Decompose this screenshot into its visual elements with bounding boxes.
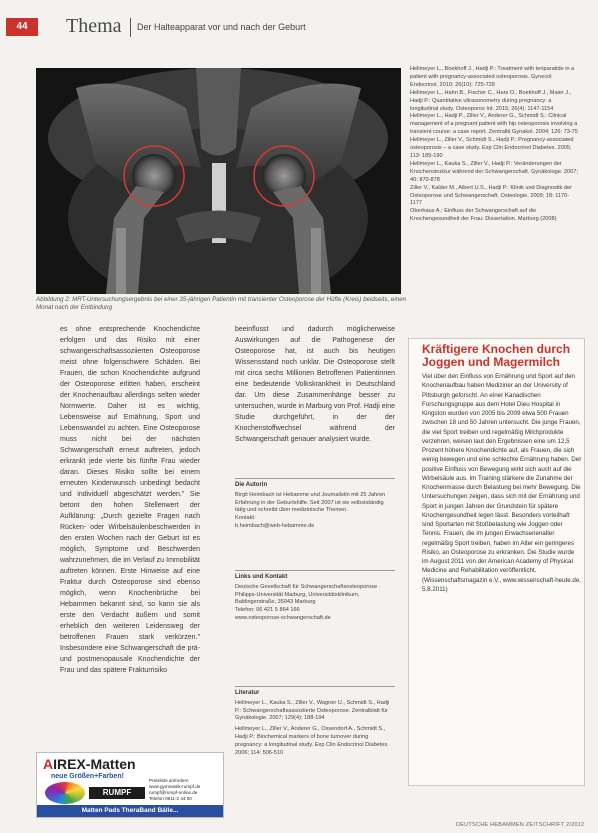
reference-list [410,66,578,224]
literature-heading: Literatur [235,690,260,696]
author-contact-label: Kontakt: [235,515,256,522]
page-number: 44 [6,18,38,36]
literature-item: Hellmeyer L., Ziller V., Anderer G., Ossendorf A., Schmidt S., Hadji P.: Biochemical markers of bone turnover during pregnancy: a longitudinal study. Exp Clin Endocrinol Diabetes. 2006; 114: 506-510 [235,726,389,756]
ad-mat-graphic [45,782,85,804]
ad-contact-lines [149,778,221,802]
author-divider [235,478,395,479]
header-divider [130,18,131,37]
contact-web[interactable]: www.osteoporose-schwangerschaft.de [235,614,331,621]
contact-heading: Links und Kontakt [235,574,288,580]
author-heading: Die Autorin [235,482,268,488]
contact-divider [235,570,395,571]
author-text: Birgit Heimbach ist Hebamme und Journalistin mit 25 Jahren Erfahrung in der Geburtshilfe. Seit 2007 ist sie selbstständig tätig und schreibt über medizinische Themen. [235,491,386,514]
contact-tel: Telefon: 06 421 5 864 166 [235,607,300,614]
reference-item: Hellmeyer L., Hahn B., Fischer C., Hars O., Boekhoff J., Maier J., Hadji P.: Quantitative ultrasonometry during pregnancy: a longitudinal study. Osteoporos Int. 2015; 26(4): 1147-1154 [410,89,572,112]
ad-brand-rest: IREX-Matten [53,756,136,772]
reference-item: Hellmeyer L., Boekhoff J., Hadji P.: Treatment with teriparatide in a patient with pregnancy-associated osteoporosis. Gynecol Endocrinol. 2010; 26(10): 725-728 [410,66,575,88]
ad-brand-initial: A [43,756,54,772]
body-paragraph: es ohne entsprechende Knochendichte erfolgen und das Risiko mit einer schwangerschaftsassoziierten Osteoporose meist ohne folgenschwere Schäden. Bei Frauen, die schon Knochendichte aufgrund der Osteoporose erlitten haben, erscheint der Knochenaufbau allerdings selten wieder Normwerte. Daher ist es wichtig, Lebensweise auf Ernährung, Sport und Lebenswandel zu achten. Eine Osteoporose muss nicht bei der nächsten Schwangerschaft erneut auftreten, jedoch erkrankt jede vierte bis fünfte Frau wieder daran. Dieses Risiko sollte bei einem erneuten Kinderwunsch unbedingt bedacht und individuell abgeschätzt werden." Sie betont den hohen Stellenwert der Aufklärung: „Durch gezielte Fragen nach Rücken- oder Wirbelsäulenbeschwerden in den ersten Wochen nach der Geburt ist es möglich, Symptome und Beschwerden wahrzunehmen, die im Verlauf zu Immobilität auftreten können. Erste Hinweise auf eine Fraktur durch Osteoporose sind ebenso möglich, wenn Knochenbrüche bei Hebammen bekannt sind, so kann sie als erste den Verdacht äußern und somit erheblich den weiteren Leidensweg der betroffenen Frauen stark verkürzen." Insbesondere eine Schwangerschaft die prä- und postmenopausale Knochendichte der Frau und das spätere Frakturrisiko [60,326,200,674]
body-paragraph: beeinflusst und dadurch möglicherweise Auswirkungen auf die Pathogenese der Osteoporose hat, ist auch bis heutigen Wissensstand noch unklar. Die Osteoporose stellt mit circa sechs Millionen Betroffenen Patientinnen eine bedeutende Volkskrankheit in Deutschland dar. Um diese Zusammenhänge besser zu untersuchen, wurde in Marburg von Prof. Hadji eine Studie durchgeführt, in der der Knochenstoffwechsel während der Schwangerschaft genauer analysiert wurde. [235,326,395,443]
author-email[interactable]: b.heimbach@web-hebamme.de [235,522,315,529]
footer-text: DEUTSCHE HEBAMMEN ZEITSCHRIFT 2/2012 [456,822,585,828]
reference-item: Hellmeyer L., Hadji P., Ziller V., Anderer G., Schmidt S.: Clinical management of a pregnant patient with hip osteoporosis involving a transient course: a case report. Zentralbl Gynakol. 2004; 126: 73-75 [410,113,578,136]
literature-item: Hellmeyer L., Kauka S., Ziller V., Wagner U., Schmidt S., Hadji P.: Schwangerschaftsassoziierte Osteoporose. Zentralblatt für Gynäkologie. 2007; 129(4): 188-194 [235,699,390,722]
body-column-2 [235,324,395,445]
mri-illustration [36,68,401,294]
ad-brand [43,756,136,772]
contact-text: Deutsche Gesellschaft für Schwangerschaftsosteoporose · Philipps-Universität Marburg, Universitätsklinikum, Baldingerstraße, 35043 Marburg [235,583,381,606]
reference-item: Ziller V., Kalder M., Albert U.S., Hadji P.: Klinik und Diagnostik der Osteoporose und Schwangerschaft. Osteologie. 2009; 18: 1170-1177 [410,184,572,207]
ad-bottom-bar: Matten Pads TheraBand Bälle... [37,805,223,817]
ad-line[interactable]: rumpf@rumpf-online.de [149,790,198,795]
section-title: Thema [66,15,122,37]
advertisement[interactable] [36,752,224,818]
literature-list [235,690,395,757]
ad-line: Telefon 0911-2 44 00 [149,796,192,801]
ad-rumpf-logo: RUMPF [89,787,145,799]
sidebar-box-title: Kräftigere Knochen durch Joggen und Magermilch [422,342,571,369]
ad-tagline: neue Größen+Farben! [51,773,124,780]
mri-image [36,68,401,294]
sidebar-box-text: Viel über den Einfluss von Ernährung und Sport auf den Knochenaufbau haben Mediziner an der University of Pittsburgh geforscht. An einer Kanadischen Forschungsgruppe aus dem Hotel Dieu Hospital in Kingston wurden von 2005 bis 2009 etwa 500 Frauen zwischen 18 und 50 Jahren untersucht. Die junge Frauen, die viel Sport treiben und regelmäßig Milchprodukte verzehren, weisen laut den Ergebnissen eine um 12,5 Prozent höhere Knochendichte auf, als Frauen, die sich wenig bewegen und eine schlechte Ernährung haben. Der positive Einfluss von Bewegung wirkt sich auch auf die Wirbelsäule aus. Im Training stärkere die Zunahme der Knochenmasse durch Belastung bei mehr Bewegung. Die Untersuchungen zeigen, dass sich mit der Ernährung und Sport in jungen Jahren der Grundstein für spätere Knochengesundheit legen lässt. Besonders vorteilhaft sind Sportarten mit Stoßbelastung wie Joggen oder Tennis. Frauen, die im jungen Erwachsenenalter regelmäßig Sport treiben, haben im Alter ein geringeres Risiko, an Osteoporose zu erkranken. Die Studie wurde im August 2011 von der American Academy of Physical Medicine and Rehabilitation veröffentlicht. (Wissenschaftsmagazin e.V., www.wissenschaft-heute.de, 5.8.2011) [422,373,582,593]
ad-line: Preisliste anfordern [149,778,189,783]
body-column-1 [60,324,200,676]
reference-item: Hellmeyer L., Kauka S., Ziller V., Hadji P.: Veränderungen der Knochenstruktur während der Schwangerschaft. Gynäkologe. 2007; 40: 870-878 [410,160,578,183]
figure-caption: Abbildung 2: MRT-Untersuchungsergebnis bei einer 35-jährigen Patientin mit transienter Osteoporose der Hüfte (Kreis) beidseits, einen Monat nach der Entbindung [36,296,407,312]
reference-item: Hellmeyer L., Ziller V., Schmidt S., Hadji P.: Pregnancy-associated osteoporosis – a case study. Exp Clin Endocrinol Diabetes. 2005; 113: 189-190 [410,137,574,159]
section-topic: Der Halteapparat vor und nach der Geburt [137,22,306,32]
reference-item: Oberhaus A.: Einfluss der Schwangerschaft auf die Knochengesundheit der Frau: Dissertation. Marburg (2008) [410,208,557,223]
author-info [235,482,395,531]
contact-info [235,574,395,623]
ad-line[interactable]: www.gymnastik-rumpf.de [149,784,201,789]
literature-divider [235,686,395,687]
